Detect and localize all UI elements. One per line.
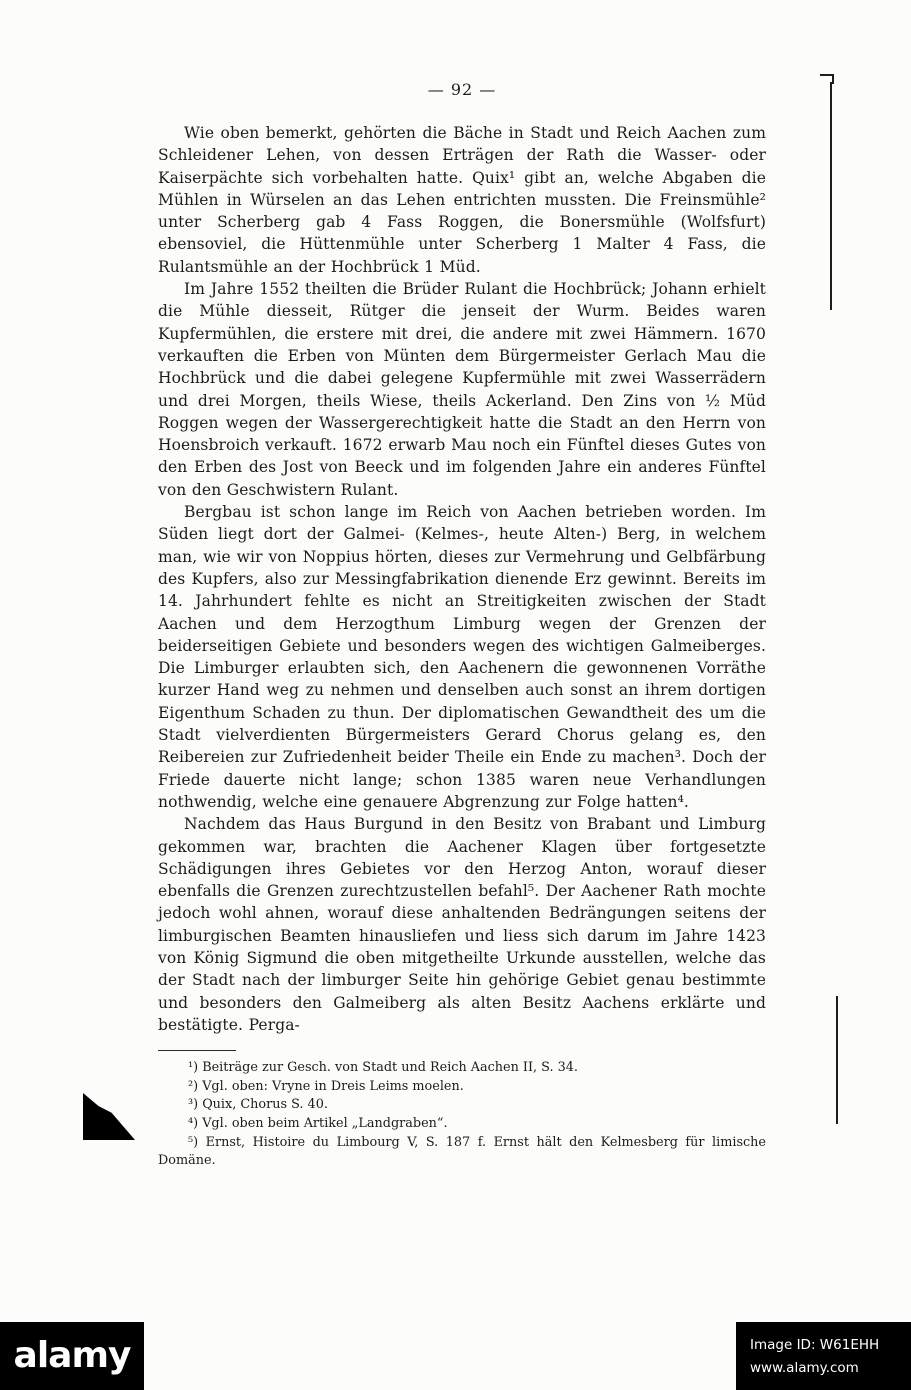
footnote-separator <box>158 1050 236 1051</box>
alamy-logo: alamy <box>13 1335 131 1376</box>
paragraph-3: Bergbau ist schon lange im Reich von Aachen betrieben worden. Im Süden liegt dort der Galmei- (Kelmes-, heute Alten-) Berg, in welchem man, wie wir von Noppius hörten, dieses zur Vermehrung und Gelbfärbung des Kupfers, also zur Messingfabrikation dienende Erz gewinnt. Bereits im 14. Jahrhundert fehlte es nicht an Streitigkeiten zwischen der Stadt Aachen und dem Herzogthum Limburg wegen der Grenzen der beiderseitigen Gebiete und besonders wegen des wichtigen Galmeiberges. Die Limburger erlaubten sich, den Aachenern die gewonnenen Vorräthe kurzer Hand weg zu nehmen und denselben auch sonst an ihrem dortigen Eigenthum Schaden zu thun. Der diplomatischen Gewandtheit des um die Stadt vielverdienten Bürgermeisters Gerard Chorus gelang es, den Reibereien zur Zufriedenheit beider Theile ein Ende zu machen³. Doch der Friede dauerte nicht lange; schon 1385 waren neue Verhandlungen nothwendig, welche eine genauere Abgrenzung zur Folge hatten⁴. <box>158 503 766 811</box>
footnote-5: ⁵) Ernst, Histoire du Limbourg V, S. 187 f. Ernst hält den Kelmesberg für limische Domäne. <box>158 1134 766 1169</box>
footnote-3: ³) Quix, Chorus S. 40. <box>188 1097 328 1113</box>
paragraph-1: Wie oben bemerkt, gehörten die Bäche in Stadt und Reich Aachen zum Schleidener Lehen, von dessen Erträgen der Rath die Wasser- oder Kaiserpächte sich vorbehalten hatte. Quix¹ gibt an, welche Abgaben die Mühlen in Würselen an das Lehen entrichten mussten. Die Freinsmühle² unter Scherberg gab 4 Fass Roggen, die Bonersmühle (Wolfsfurt) ebensoviel, die Hüttenmühle unter Scherberg 1 Malter 4 Fass, die Rulantsmühle an der Hochbrück 1 Müd. <box>158 124 766 276</box>
watermark-info-box <box>736 1322 911 1390</box>
footnote-1: ¹) Beiträge zur Gesch. von Stadt und Reich Aachen II, S. 34. <box>188 1060 578 1076</box>
scan-edge-line-upper <box>830 82 832 310</box>
scan-edge-line-lower <box>836 996 838 1124</box>
watermark-url: www.alamy.com <box>750 1359 859 1376</box>
paragraph-4: Nachdem das Haus Burgund in den Besitz von Brabant und Limburg gekommen war, brachten die Aachener Klagen über fortgesetzte Schädigungen ihres Gebietes vor den Herzog Anton, worauf dieser ebenfalls die Grenzen zurechtzustellen befahl⁵. Der Aachener Rath mochte jedoch wohl ahnen, worauf diese anhaltenden Bedrängungen seitens der limburgischen Beamten hinausliefen und liess sich darum im Jahre 1423 von König Sigmund die oben mitgetheilte Urkunde ausstellen, welche das der Stadt nach der limburger Seite hin gehörige Gebiet genau bestimmte und besonders den Galmeiberg als alten Besitz Aachens erklärte und bestätigte. Perga- <box>158 815 766 1034</box>
footnote-4: ⁴) Vgl. oben beim Artikel „Landgraben“. <box>188 1115 448 1131</box>
alamy-logo-box <box>0 1322 144 1390</box>
page-number: — 92 — <box>427 80 497 99</box>
paragraph-2: Im Jahre 1552 theilten die Brüder Rulant die Hochbrück; Johann erhielt die Mühle diesseit, Rütger die jenseit der Wurm. Beides waren Kupfermühlen, die erstere mit drei, die andere mit zwei Hämmern. 1670 verkauften die Erben von Münten dem Bürgermeister Gerlach Mau die Hochbrück und die dabei gelegene Kupfermühle mit zwei Wasserrädern und drei Morgen, theils Wiese, theils Ackerland. Den Zins von ½ Müd Roggen wegen der Wassergerechtigkeit hatte die Stadt an den Herrn von Hoensbroich verkauft. 1672 erwarb Mau noch ein Fünftel dieses Gutes von den Erben des Jost von Beeck und im folgenden Jahre ein anderes Fünftel von den Geschwistern Rulant. <box>158 280 766 499</box>
scan-blot-triangle <box>83 1093 135 1140</box>
image-id-label: Image ID: W61EHH <box>750 1336 880 1353</box>
footnote-2: ²) Vgl. oben: Vryne in Dreis Leims moelen. <box>188 1078 464 1094</box>
footnotes-block <box>158 1059 766 1171</box>
text-block <box>158 122 766 1171</box>
